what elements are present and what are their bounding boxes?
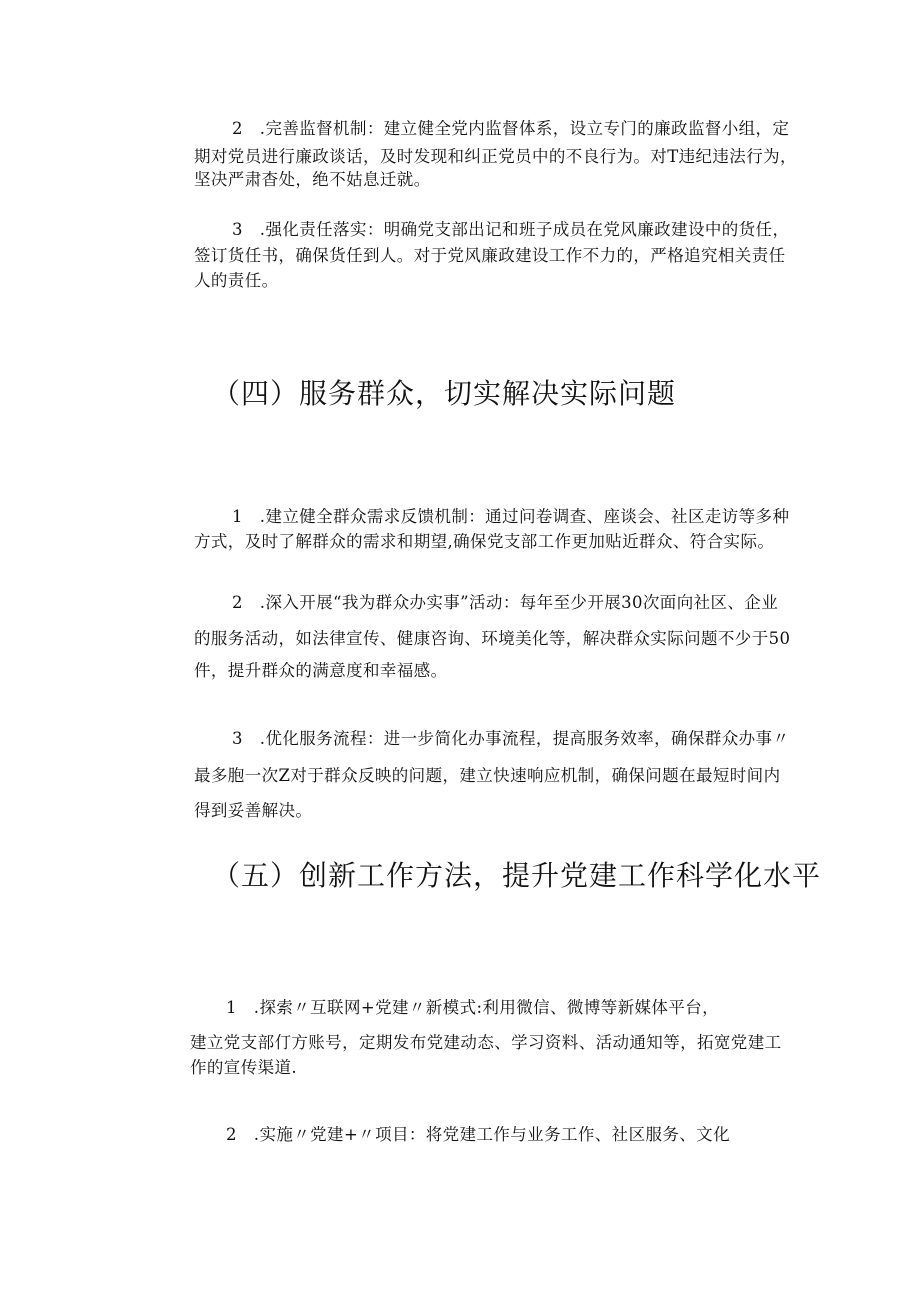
paragraph-line: 2 .完善监督机制：建立健全党内监督体系，设立专门的廉政监督小组，定 — [232, 119, 790, 138]
paragraph-line: 的服务活动，如法律宣传、健康咨询、环境美化等，解决群众实际问题不少于50 — [194, 629, 791, 648]
paragraph-line: 签订货任书，确保货任到人。对于党风廉政建设工作不力的，严格追究相关责任 — [194, 246, 786, 265]
paragraph-line: 1 .建立健全群众需求反馈机制：通过问卷调查、座谈会、社区走访等多种 — [232, 507, 790, 526]
paragraph-line: 建立党支部仃方账号，定期发布党建动态、学习资料、活动通知等，拓宽党建工 — [190, 1033, 782, 1052]
paragraph-line: 人的责任。 — [194, 271, 279, 290]
paragraph-line: 方式，及时了解群众的需求和期望,确保党支部工作更加贴近群众、符合实际。 — [194, 532, 775, 551]
paragraph-line: 3 .优化服务流程：进一步简化办事流程，提高服务效率，确保群众办事〃 — [232, 729, 790, 748]
paragraph-line: 1 .探索〃互联网+党建〃新模式:利用微信、微博等新媒体平台， — [226, 998, 720, 1017]
paragraph-line: 得到妥善解决。 — [194, 801, 313, 820]
section-heading: （四）服务群众，切实解决实际问题 — [212, 377, 677, 410]
paragraph-line: 作的宣传渠道. — [190, 1058, 298, 1077]
paragraph-line: 3 .强化责任落实：明确党支部出记和班子成员在党风廉政建设中的货任， — [232, 220, 790, 239]
paragraph-line: 2 .深入开展“我为群众办实事”活动：每年至少开展30次面向社区、企业 — [232, 593, 779, 612]
paragraph-line: 坚决严肃杳处，绝不姑息迁就。 — [194, 170, 431, 189]
paragraph-line: 最多胞一次Z对于群众反映的问题，建立快速响应机制，确保问题在最短时间内 — [194, 766, 781, 785]
paragraph-line: 件，提升群众的满意度和幸福感。 — [194, 661, 448, 680]
section-heading: （五）创新工作方法，提升党建工作科学化水平 — [212, 859, 822, 892]
paragraph-line: 期对党员进行廉政谈话，及时发现和纠正党员中的不良行为。对T违纪违法行为， — [194, 147, 797, 166]
paragraph-line: 2 .实施〃党建+〃项目：将党建工作与业务工作、社区服务、文化 — [226, 1125, 730, 1144]
